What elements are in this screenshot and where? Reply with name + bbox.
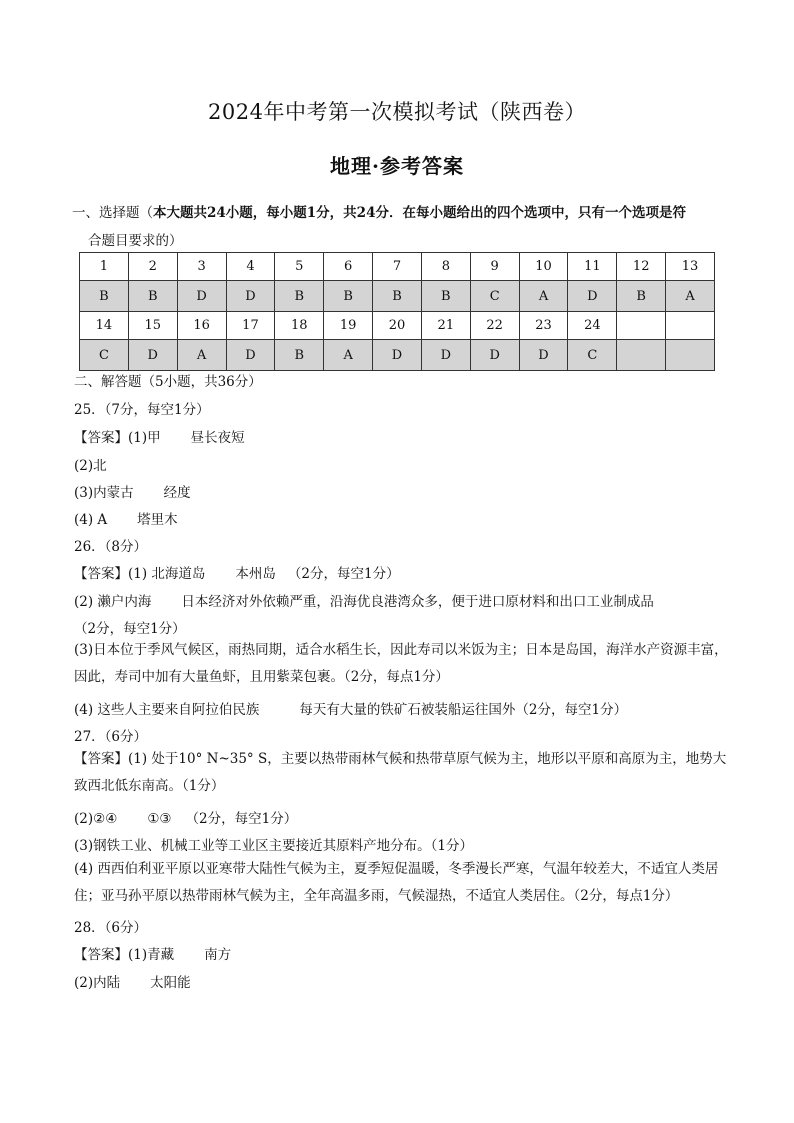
question-number-cell <box>617 312 666 340</box>
page-title: 2024年中考第一次模拟考试（陕西卷） <box>208 100 586 124</box>
q26-heading: 26．（8分） <box>74 539 148 555</box>
answer-cell: D <box>177 281 226 312</box>
q25-answer-3a: (3)内蒙古 <box>74 485 134 501</box>
q25-answer-4 <box>74 508 734 528</box>
question-number-cell: 7 <box>373 253 422 281</box>
answer-table-row-numbers-2 <box>80 312 715 340</box>
page-subtitle: 地理·参考答案 <box>330 154 464 178</box>
answer-table <box>79 252 715 371</box>
question-number-cell <box>666 312 715 340</box>
answer-cell: D <box>226 340 275 371</box>
q26-answer-2b: 日本经济对外依赖严重，沿海优良港湾众多，便于进口原材料和出口工业制成品 <box>181 594 654 610</box>
question-number-cell: 15 <box>128 312 177 340</box>
question-number-cell: 10 <box>519 253 568 281</box>
q25-answer-3b: 经度 <box>163 485 191 501</box>
section2-heading: 二、解答题（5小题，共36分） <box>74 374 262 390</box>
q25-answer-4a: (4) A <box>74 512 108 528</box>
q27-answer-2b: ①③ <box>147 811 172 827</box>
question-number-cell: 3 <box>177 253 226 281</box>
answer-cell: B <box>617 281 666 312</box>
answer-table-row-answers-1 <box>80 281 715 312</box>
question-number-cell: 1 <box>80 253 129 281</box>
answer-cell: C <box>568 340 617 371</box>
question-number-cell: 2 <box>128 253 177 281</box>
q25-answer-2: (2)北 <box>74 458 107 474</box>
answer-cell: A <box>666 281 715 312</box>
question-number-cell: 13 <box>666 253 715 281</box>
question-number-cell: 24 <box>568 312 617 340</box>
answer-table-row-answers-2 <box>80 340 715 371</box>
q25-answer-1b: 昼长夜短 <box>190 430 245 446</box>
answer-cell: D <box>226 281 275 312</box>
answer-cell: D <box>568 281 617 312</box>
q27-answer-2c: （2分，每空1分） <box>185 811 298 827</box>
q25-answer-3 <box>74 481 734 501</box>
answer-cell <box>617 340 666 371</box>
q26-answer-2a: (2) 濑户内海 <box>74 594 152 610</box>
q28-answer-1b: 南方 <box>204 947 232 963</box>
section1-desc-tail: 合题目要求的） <box>88 233 183 249</box>
answer-cell: B <box>80 281 129 312</box>
q26-answer-4b: 每天有大量的铁矿石被装船运往国外（2分，每空1分） <box>299 702 628 718</box>
answer-table-row-numbers-1 <box>80 253 715 281</box>
question-number-cell: 4 <box>226 253 275 281</box>
q25-answer-1a: 【答案】(1)甲 <box>74 430 161 446</box>
answer-cell: A <box>177 340 226 371</box>
question-number-cell: 8 <box>421 253 470 281</box>
question-number-cell: 23 <box>519 312 568 340</box>
question-number-cell: 14 <box>80 312 129 340</box>
answer-cell: C <box>470 281 519 312</box>
answer-cell: C <box>80 340 129 371</box>
section1-instructions <box>72 199 732 255</box>
q27-answer-2 <box>74 807 734 827</box>
q28-answer-2a: (2)内陆 <box>74 975 121 991</box>
q28-answer-2b: 太阳能 <box>150 975 191 991</box>
question-number-cell: 17 <box>226 312 275 340</box>
answer-cell: B <box>421 281 470 312</box>
question-number-cell: 19 <box>324 312 373 340</box>
q26-answer-4 <box>74 698 734 718</box>
q26-answer-2-score: （2分，每空1分） <box>74 621 186 637</box>
answer-cell: A <box>519 281 568 312</box>
q26-answer-1 <box>74 562 734 582</box>
question-number-cell: 6 <box>324 253 373 281</box>
q25-answer-4b: 塔里木 <box>137 512 178 528</box>
answer-cell: B <box>128 281 177 312</box>
answer-cell: B <box>275 340 324 371</box>
question-number-cell: 5 <box>275 253 324 281</box>
q26-answer-1c: （2分，每空1分） <box>287 566 400 582</box>
section1-heading: 一、选择题（ <box>72 205 153 221</box>
question-number-cell: 12 <box>617 253 666 281</box>
answer-cell: B <box>373 281 422 312</box>
question-number-cell: 20 <box>373 312 422 340</box>
q25-answer-1 <box>74 426 734 446</box>
question-number-cell: 9 <box>470 253 519 281</box>
question-number-cell: 21 <box>421 312 470 340</box>
q26-answer-4a: (4) 这些人主要来自阿拉伯民族 <box>74 702 260 718</box>
q27-answer-3: (3)钢铁工业、机械工业等工业区主要接近其原料产地分布。（1分） <box>74 838 473 854</box>
answer-cell: D <box>421 340 470 371</box>
q26-answer-1a: 【答案】(1) 北海道岛 <box>74 566 206 582</box>
question-number-cell: 11 <box>568 253 617 281</box>
section1-desc: 本大题共24小题，每小题1分，共24分．在每小题给出的四个选项中，只有一个选项是符 <box>153 205 686 221</box>
answer-cell: D <box>470 340 519 371</box>
q26-answer-2 <box>74 590 734 610</box>
q28-answer-1 <box>74 943 734 963</box>
question-number-cell: 16 <box>177 312 226 340</box>
q27-heading: 27．（6分） <box>74 729 148 745</box>
q25-heading: 25．（7分，每空1分） <box>74 402 210 418</box>
q28-heading: 28．（6分） <box>74 920 148 936</box>
q26-answer-3: (3)日本位于季风气候区，雨热同期，适合水稻生长，因此寿司以米饭为主；日本是岛国，海洋水产资源丰富，因此，寿司中加有大量鱼虾，且用紫菜包裹。（2分，每点1分） <box>74 642 728 685</box>
q27-answer-2a: (2)②④ <box>74 811 118 827</box>
question-number-cell: 22 <box>470 312 519 340</box>
answer-cell: A <box>324 340 373 371</box>
answer-cell <box>666 340 715 371</box>
q26-answer-1b: 本州岛 <box>235 566 276 582</box>
answer-cell: D <box>373 340 422 371</box>
q28-answer-1a: 【答案】(1)青藏 <box>74 947 175 963</box>
q27-answer-1: 【答案】(1) 处于10° N~35° S，主要以热带雨林气候和热带草原气候为主，地形以平原和高原为主，地势大致西北低东南高。（1分） <box>74 751 727 794</box>
answer-cell: B <box>275 281 324 312</box>
q28-answer-2 <box>74 971 734 991</box>
answer-cell: B <box>324 281 373 312</box>
question-number-cell: 18 <box>275 312 324 340</box>
answer-cell: D <box>519 340 568 371</box>
q27-answer-4: (4) 西西伯利亚平原以亚寒带大陆性气候为主，夏季短促温暖，冬季漫长严寒，气温年较差大，不适宜人类居住；亚马孙平原以热带雨林气候为主，全年高温多雨，气候湿热，不适宜人类居住。（2分，每点1分） <box>74 861 719 904</box>
answer-cell: D <box>128 340 177 371</box>
